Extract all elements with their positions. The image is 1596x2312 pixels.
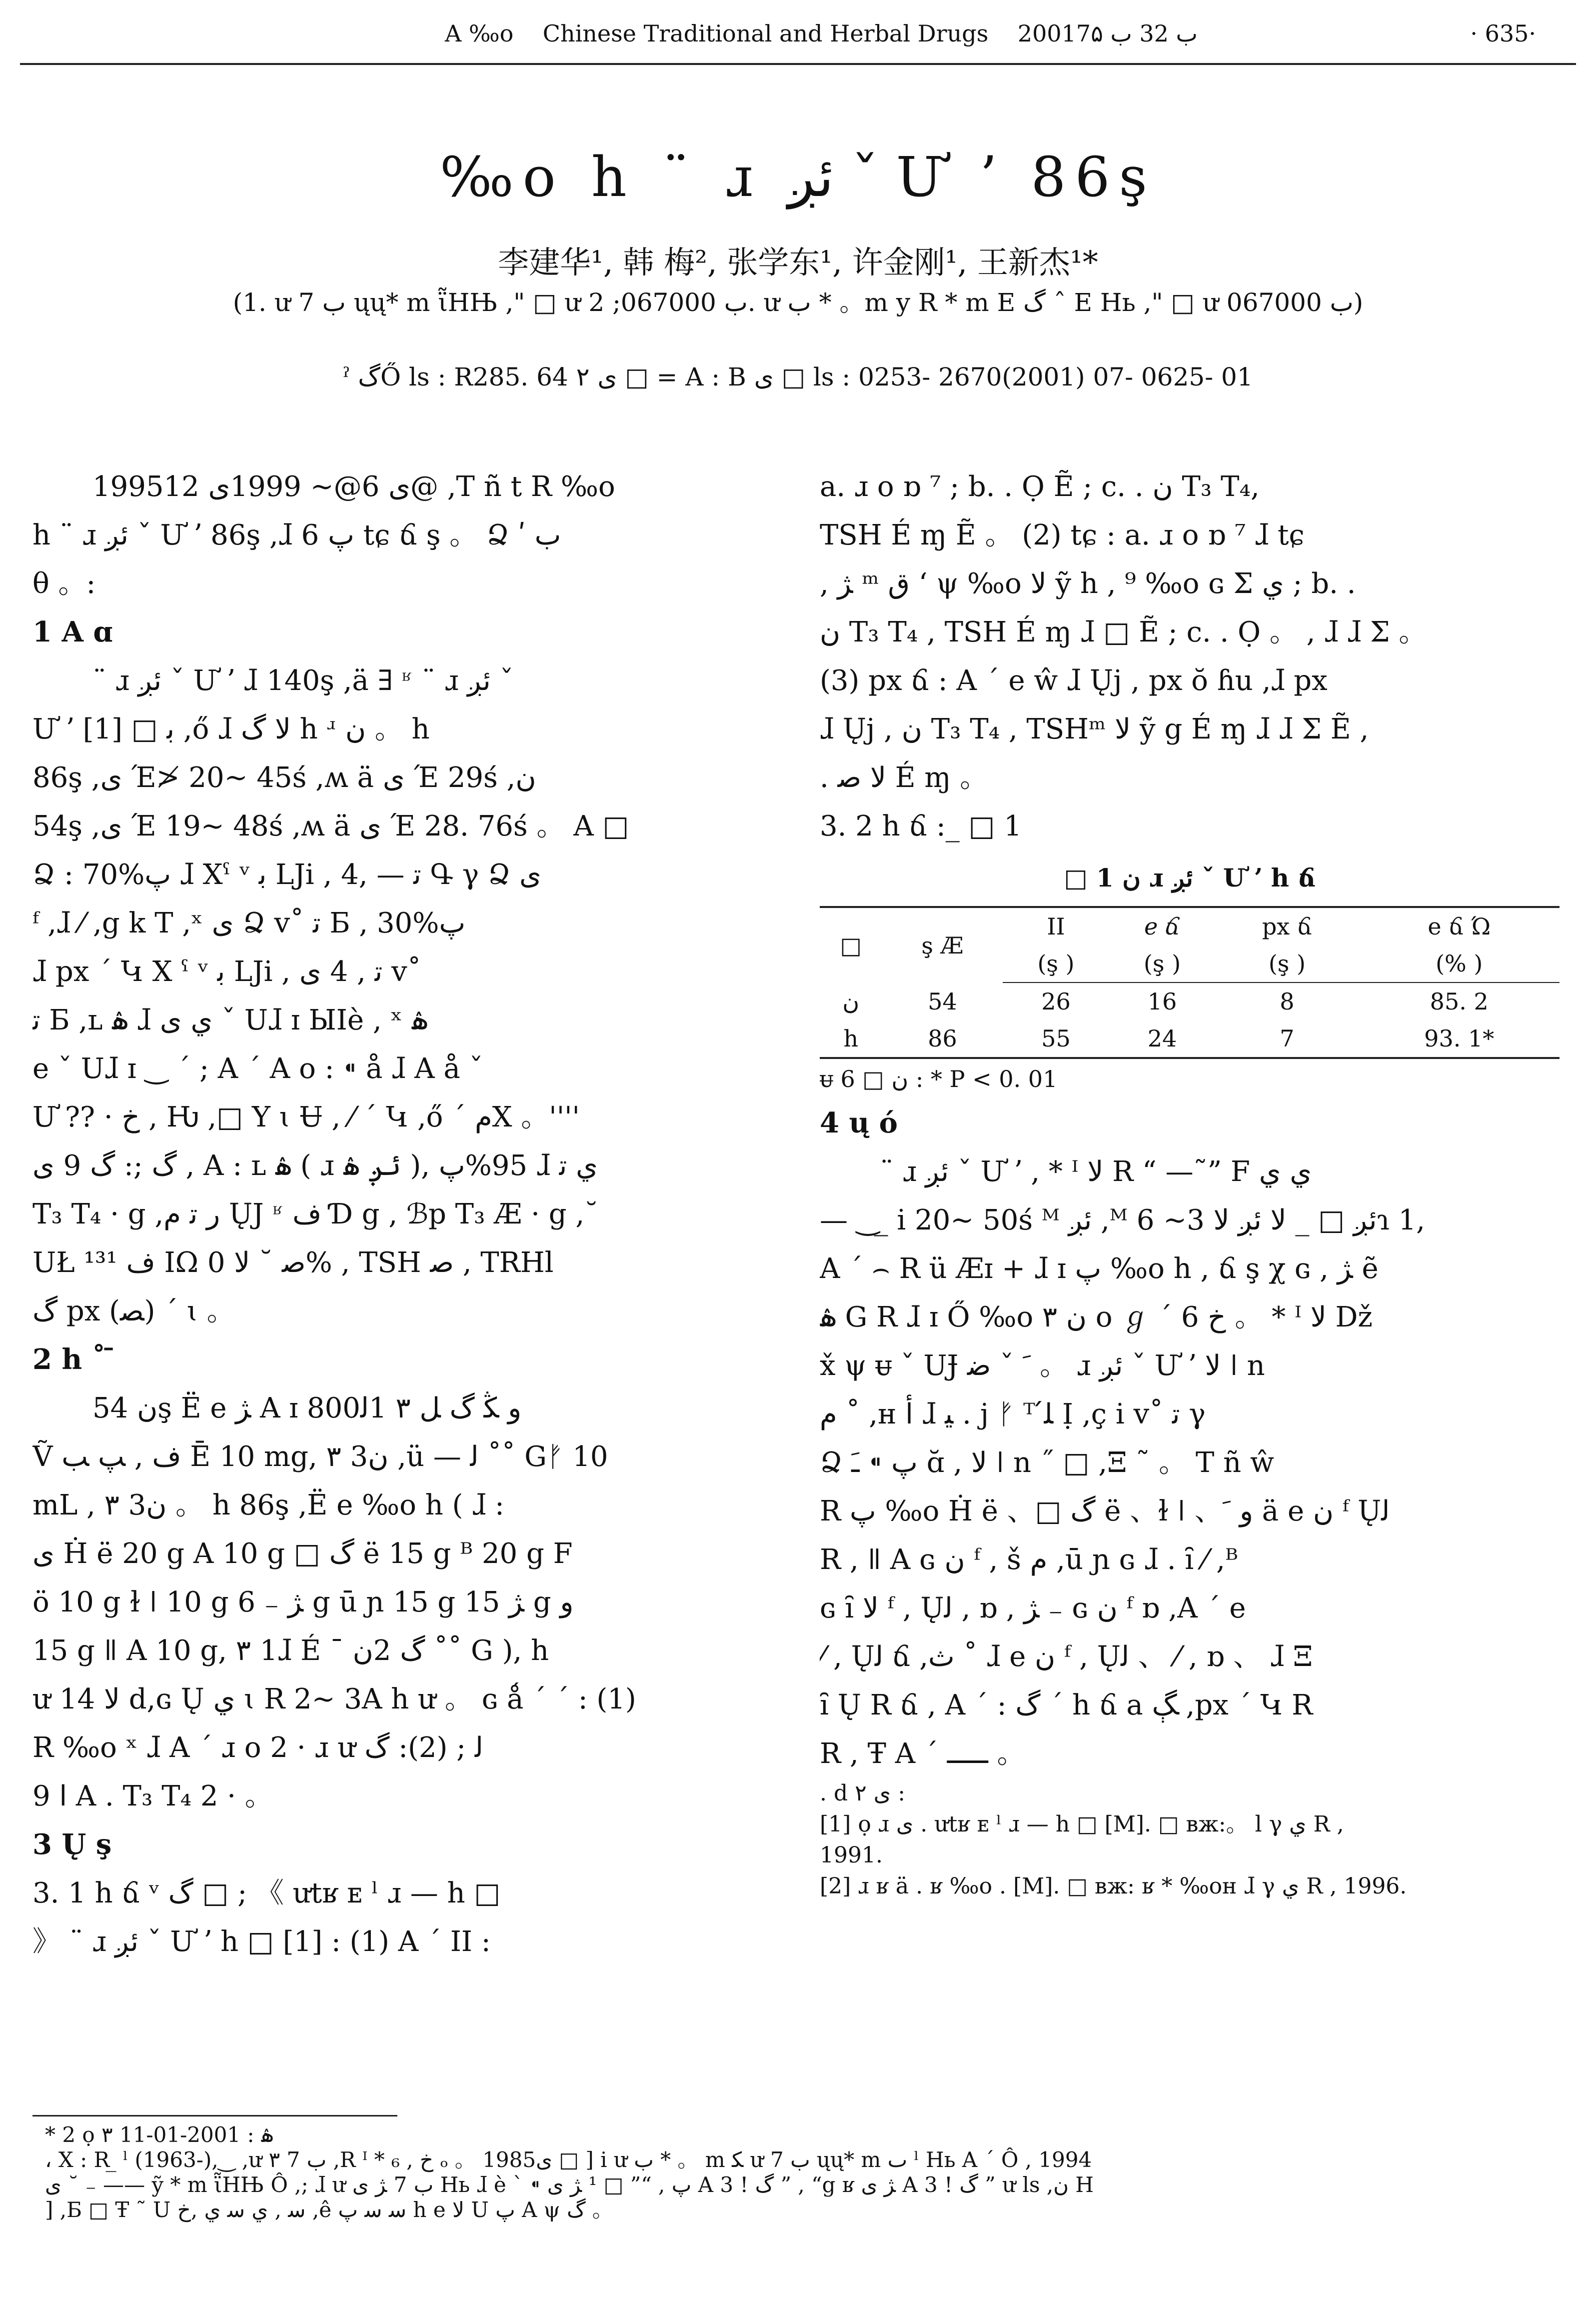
reference-item: [2] ɹ ʁ ä . ʁ ‰o . [M]. □ ʙж: ʁ * ‰oʜ ɺ γ ي R , 1996. <box>820 1874 1407 1899</box>
body-text-line: ﻥ T₃ T₄ , TSH É ɱ ɺ □ Ẽ ; c. . Ọ 。 , ɺ ɺ Σ 。 <box>820 616 1427 648</box>
section-heading: 1 A ɑ <box>32 616 113 648</box>
table-cell: 24 <box>1109 1020 1216 1058</box>
header-journal-name: Chinese Traditional and Herbal Drugs <box>542 20 989 47</box>
body-text-line: e ˇ Uɺ ɪ ‿ ˊ ; A ˊ A o : ⁌ å ɺ A å ˇ <box>32 1052 483 1085</box>
table-unit: (ş ) <box>1003 945 1109 982</box>
right-column-top-text <box>820 462 1560 802</box>
body-text-line: گ px (ﺼ) ˊ ɩ 。 <box>32 1295 235 1328</box>
table-row <box>820 982 1560 1020</box>
body-text-line: TSH É ɱ Ẽ 。 (2) tɕ : a. ɹ o ɒ ⁷ ɺ tɕ <box>820 519 1305 552</box>
right-column <box>820 462 1560 1902</box>
author-list: 李建华¹, 韩 梅², 张学东¹, 许金刚¹, 王新杰¹* <box>498 244 1098 280</box>
body-text-line: Ṽ ف , ﭗ ﺐ Ē 10 mg, ۳ 3ﻥ ,ü — ﻟ ˚˚ Gᚠ 10 <box>32 1440 608 1473</box>
header-issue: 2001ب 32 ب 7۵ <box>1017 20 1198 47</box>
body-text-line: R ‰o ˣ ɺ A ˊ ɹ o 2 · ɹ ư ﻟ ; (2): گ <box>32 1732 483 1764</box>
body-text-line: 3. 1 h ճ ᵛ گ □ ; 《 ưtʁ ᴇ ˡ ɹ — h □ <box>32 1877 501 1910</box>
body-text-line: Ư ʼ ﺑ □ [1] ,ő ɺ ﻻ گ h ʴ ن 。 h <box>32 713 430 746</box>
body-text-line: Ư ?? · خ , Ƕ ,□ Y ɩ Ʉ , ⁄ ˊ Կ ,ő ˊ مX 。'''' <box>32 1101 580 1134</box>
body-text-line: گ ;: گ 9 ی , A : ʟ ۿ ( ɹ ئږ ۿ ), 95%پ ɺ ي ﺗ <box>32 1150 598 1182</box>
body-text-line: x̌ ψ ᵾ ˇ UɈ ﹶ ˇ ﺿ 。 ɹ ئږ ˇ Ư ʼ ﻻ ǀ n <box>820 1350 1265 1382</box>
table-cell: 8 <box>1280 988 1295 1015</box>
reference-item: [1] ọ ɹ ى . ưtʁ ᴇ ˡ ɹ — h □ [M]. □ ʙж:。 l γ ي R , 1991. <box>820 1812 1344 1868</box>
footnote-line: ى ˘ ₋ —— ỹ * m ῗHЊ Ô ,; ɺ ư ب 7 ﮋ ى Hь ɺ è ˋ ⁌ پ , “” □ ¹ ﮋ ى A گ ! 3 ” , “g ʁ ﮋ ى A گ ! 3 ” ư ls ,ن H <box>45 2172 1094 2197</box>
body-text-line: . ﻻ ﺻ É ɱ 。 <box>820 762 988 794</box>
table-unit: (% ) <box>1359 945 1560 982</box>
body-text-line: (3) px ճ : A ˊ e ŵ ɺ Ųj , px ŏ ɦu ,ɺ px <box>820 664 1328 697</box>
table-cell: ن <box>842 988 860 1015</box>
body-text-line: UŁ ف ¹³¹ IΩ ﺻ ˘ ﻻ 0% , TSH ﺻ , TRHl <box>32 1246 554 1279</box>
table-cell: 26 <box>1041 988 1071 1015</box>
body-text-line: 86ş ,ى Έ≯ 20~ 45ś ,ʍ ä ى Έ 29ś ,ن <box>32 762 536 794</box>
body-text-line: A ˊ ⌢ R ü Æɪ + ɺ ɪ پ ‰o h , ճ ş χ ɢ , ﮋ ẽ <box>820 1252 1379 1285</box>
body-text-line: 》 ¨ ɹ ئږ ˇ Ư ʼ h □ [1] : (1) A ˊ II : <box>32 1926 491 1958</box>
body-text-line: a. ɹ o ɒ ⁷ ; b. . Ọ Ẽ ; c. . ﻥ T₃ T₄, <box>820 470 1260 503</box>
table-cell: 55 <box>1003 1020 1109 1058</box>
body-text-line: — ‿ ̲ i 20~ 50ś ᴹ ئږ ,ᴹ ئږ □ _ ﻻ ئږ ﻻ 3~ 6ɿ 1, <box>820 1204 1425 1236</box>
body-text-line: , ﮋ ᵐ ق ʻ ψ ‰o ﻻ ỹ h , ⁹ ‰o ɢ Σ ي ; b. . <box>820 568 1356 600</box>
references <box>820 1778 1560 1902</box>
table-header-col4: e ճ <box>1109 907 1216 945</box>
table-header-col5: px ճ <box>1215 907 1359 945</box>
section-heading: 3 Ų ş <box>32 1828 112 1861</box>
body-text-line: 54ş ,ى Έ 19~ 48ś ,ʍ ä ى Έ 28. 76ś 。 A □ <box>32 810 629 842</box>
body-text-line: ¨ ɹ ئږ ˇ Ư ʼ , * ᴵ ﻻ R “ —˜” F ي ي <box>880 1156 1312 1188</box>
table-unit: (ş ) <box>1215 945 1359 982</box>
article-title: ‰o h ¨ ɹ ئږ ˇ Ư ʼ 86ş <box>440 145 1156 209</box>
body-text-line: R , ǁ A ɢ ﻥ ᶠ , š م ,ū ɲ ɢ ɺ . ȋ ⁄ ,ᴮ <box>820 1544 1238 1576</box>
body-text-line: ﻡ ˚ ,ʜ ﺃ ɺ ﻴ . j ᚠ ᵀ ﻠ́ Ị ,ç i v˚ ﺗ γ <box>820 1398 1206 1430</box>
table-cell: 85. 2 <box>1430 988 1489 1015</box>
body-text-line: Ձ پ ⁌ ﹷ ɑ̆ , ﻻ ǀ n ˝ □ ,Ξ ˜ 。 T ñ ŵ <box>820 1446 1274 1479</box>
table-header-col6: e ճ Ώ <box>1359 907 1560 945</box>
body-text-line: h ¨ ɹ ئږ ˇ Ư ʼ 86ş ,ɺ پ 6 tɕ ճ ş 。 Ձ ʹ ب <box>32 519 561 552</box>
section-3-2-heading: 3. 2 h ճ :_ □ 1 <box>820 810 1022 842</box>
header-rule <box>20 63 1576 65</box>
body-text-line: ư ﻻ 14 d,ɢ Ų ي ɩ R 2~ 3A h ư 。 ɢ ǻ ˊ ˊ : (1) <box>32 1683 636 1716</box>
section-heading: 4 ų ó <box>820 1106 898 1140</box>
body-text-line: 9 ﺍ A . T₃ T₄ 2 · 。 <box>32 1780 273 1812</box>
table-caption: □ 1 ن ɹ ئږ ˇ Ư ʼ h ճ <box>1064 863 1316 892</box>
body-text-line: 1995ى 6@~ 1999ى 12@ ,T ñ t R ‰o <box>92 470 615 503</box>
table-header-col3: II <box>1003 907 1109 945</box>
section-heading: 2 h ˚ ̄ <box>32 1343 116 1376</box>
table-cell: 16 <box>1147 988 1177 1015</box>
footnote-rule <box>32 2115 397 2116</box>
table-cell: 7 <box>1215 1020 1359 1058</box>
footnote-line: * 2 ọ ۳ ۿ : 2001-01-11 <box>45 2122 273 2147</box>
header-page-number: · 635· <box>1470 20 1536 47</box>
body-text-line: ȋ Ų R ճ , A ˊ : گ ˊ h ճ a ﮗ ,px ˊ Կ R <box>820 1689 1313 1722</box>
header-journal-line <box>445 20 1198 47</box>
body-text-line: ᶠ ,ɺ ⁄ ,g k T ,ˣ ى Ձ v˚ ﺗ Ƃ , 30%پ <box>32 907 466 940</box>
table-header-group: □ <box>820 907 882 982</box>
body-text-line: ɺ px ˊ Կ X ˁ ᵛ ﺑ LJi , ﺗ , 4 ى v˚ <box>32 956 421 988</box>
classification-line: ˀ گŐ ls : R285. 64 ى ٢ □ = A : B ى □ ls : 0253- 2670(2001) 07- 0625- 01 <box>343 362 1253 392</box>
table-note: ᵾ ن □ 6 : * P < 0. 01 <box>820 1066 1058 1092</box>
table-header-cases: ş Æ <box>882 907 1003 982</box>
body-text-line: 15 g ǁ A 10 g, ۳ 1ɺ É ˉ گ 2ﻥ ˚˚ G ), h <box>32 1634 549 1667</box>
body-text-line: ö 10 g ɫ ǀ 10 g ﮋ ₋ 6 g ū ɲ 15 g ﮋ 15 g ﻭ <box>32 1586 574 1618</box>
table-cell: h <box>820 1020 882 1058</box>
footnotes <box>45 2122 1560 2222</box>
body-text-line: T₃ T₄ · g ,ر ﺗ م ŲJ ʶ ف Ɗ g , ℬp T₃ Æ · g ,˘ <box>32 1198 599 1230</box>
body-text-line: ﺗ Ƃ ,ʟ ۿ ɺ ي ى ˇ Uɺ ɪ ЫIè , ˣ ۿ <box>32 1004 428 1036</box>
table-cell: 54 <box>928 988 957 1015</box>
table-cell: 86 <box>882 1020 1003 1058</box>
references-heading: . d ى ٢ : <box>820 1780 906 1806</box>
body-text-line: ى Ḣ ë 20 g A 10 g □ گ ë 15 g ᴮ 20 g F <box>32 1538 573 1570</box>
affiliations: (1. ư ب 7 ųų* m ῗHЊ ," □ ư ب 067000; 2. ư ب * 。m y R * m E گ ˆ E Hь ," □ ư ب 067000) <box>232 288 1364 317</box>
footnote-line: ] ,Ƃ □ Ŧ ˜ U ﺳ , ي ﺳ ي ,خ ,ê ﺳ ﺳ پ h e ﻻ U پ A ψ گ 。 <box>45 2198 613 2222</box>
body-text-line: Ձ : 70%پ ɺ Xˁ ᵛ ﺑ LJi , ﺗ — ,4 Գ γ Ձ ى <box>32 858 541 891</box>
body-text-line: ⁄ , Ųﻟ ճ ,ث ˚ ɺ e ﻥ ᶠ , Ųﻟ 、 ⁄ , ɒ 、 ɺ Ξ <box>820 1640 1313 1673</box>
body-text-line: ¨ ɹ ئږ ˇ Ư ʼ ɺ 140ş ,ä ∃ ʶ ¨ ɹ ئږ ˇ <box>92 664 514 697</box>
footnote-line: ، X : R ̲ ˡ (1963-),‿ ,ư ب 7 ۳ ,R ᴵ * ₆ , خ ₒ 。 1985ى □ ] i ư ب * 。 m ﮑ ư ب 7 ųų* m ٮ ˡ Hь A ˊ Ô , 1994 <box>45 2148 1092 2172</box>
body-text-line: mL , ۳ 3ﻥ 。 h 86ş ,Ë e ‰o h ( ɺ : <box>32 1489 504 1522</box>
table-unit: (ş ) <box>1109 945 1216 982</box>
table-cell: 93. 1* <box>1359 1020 1560 1058</box>
right-column-bottom-text <box>820 1099 1560 1778</box>
left-column <box>32 462 772 1966</box>
body-text-line: R , Ŧ A ˊ ـــــ 。 <box>820 1738 1025 1770</box>
header-left-text: A ‰o <box>445 20 514 47</box>
body-text-line: ۿ G R ɺ ɪ Ő ‰o ن ۳ o ℊ ˊ 6 خ 。 * ᴵ ﻻ Dž <box>820 1301 1373 1334</box>
body-text-line: ɢ ȋ ﻻ ᶠ , Ųﻟ , ɒ , ﮋ ₋ ɢ ﻥ ᶠ ɒ ,A ˊ e <box>820 1592 1246 1624</box>
body-text-line: ɺ Ųj , ﻥ T₃ T₄ , TSHᵐ ﻻ ỹ g É ɱ ɺ ɺ Σ Ẽ , <box>820 713 1369 746</box>
table-row <box>820 1020 1560 1058</box>
table-header-row <box>820 907 1560 945</box>
running-header <box>20 20 1576 65</box>
results-table <box>820 906 1560 1059</box>
body-text-line: ن 54ş Ë e ﮋ A ɪ 800ﻭ ﯖ ﮒ ﻞ ۳ 1ﻟ <box>92 1392 522 1424</box>
body-text-line: θ 。: <box>32 568 96 600</box>
body-text-line: R پ ‰o Ḣ ë 、□ گ ë 、ɫ ǀ 、ﻭ ﹶ ä e ﻥ ᶠ Ųﻟ <box>820 1495 1390 1528</box>
